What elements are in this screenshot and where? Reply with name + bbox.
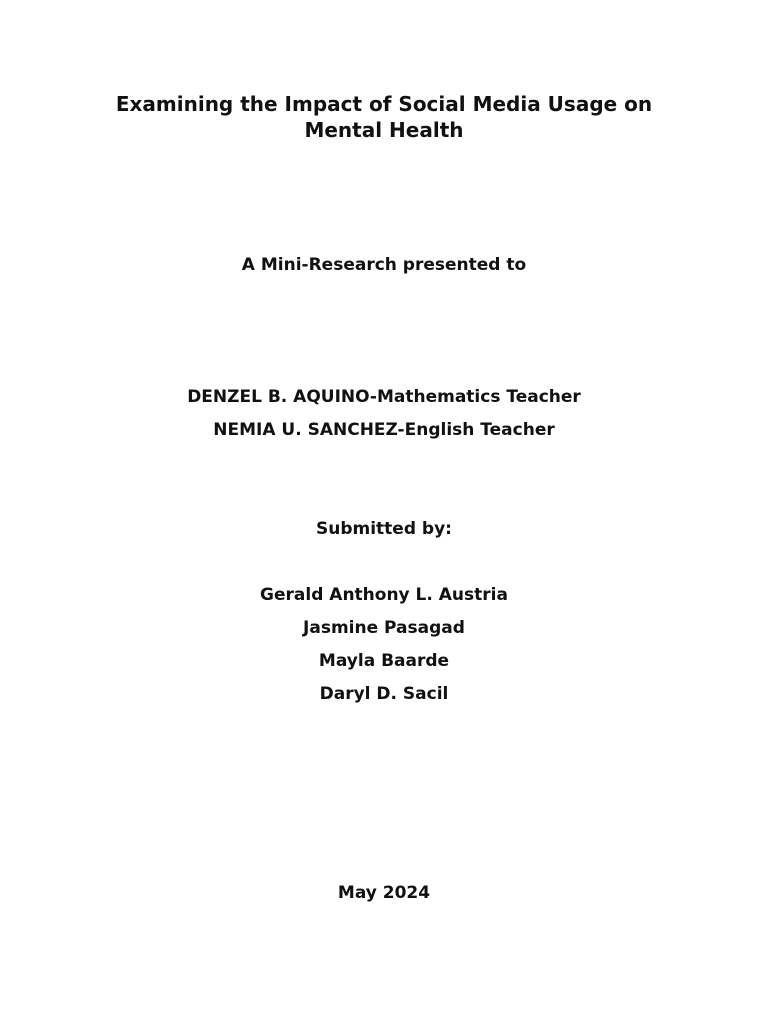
author-name: Jasmine Pasagad [303,618,465,638]
title-line-2: Mental Health [304,118,464,142]
submission-date: May 2024 [337,883,431,903]
teacher-line: DENZEL B. AQUINO-Mathematics Teacher [187,387,581,407]
document-title [84,91,684,143]
presented-to-text: A Mini-Research presented to [241,255,527,275]
title-line-1: Examining the Impact of Social Media Usage on [115,92,653,116]
author-name: Daryl D. Sacil [319,684,449,704]
submitted-by-label: Submitted by: [316,519,452,539]
author-name: Gerald Anthony L. Austria [260,585,508,605]
author-name: Mayla Baarde [318,651,450,671]
teacher-line: NEMIA U. SANCHEZ-English Teacher [213,420,555,440]
